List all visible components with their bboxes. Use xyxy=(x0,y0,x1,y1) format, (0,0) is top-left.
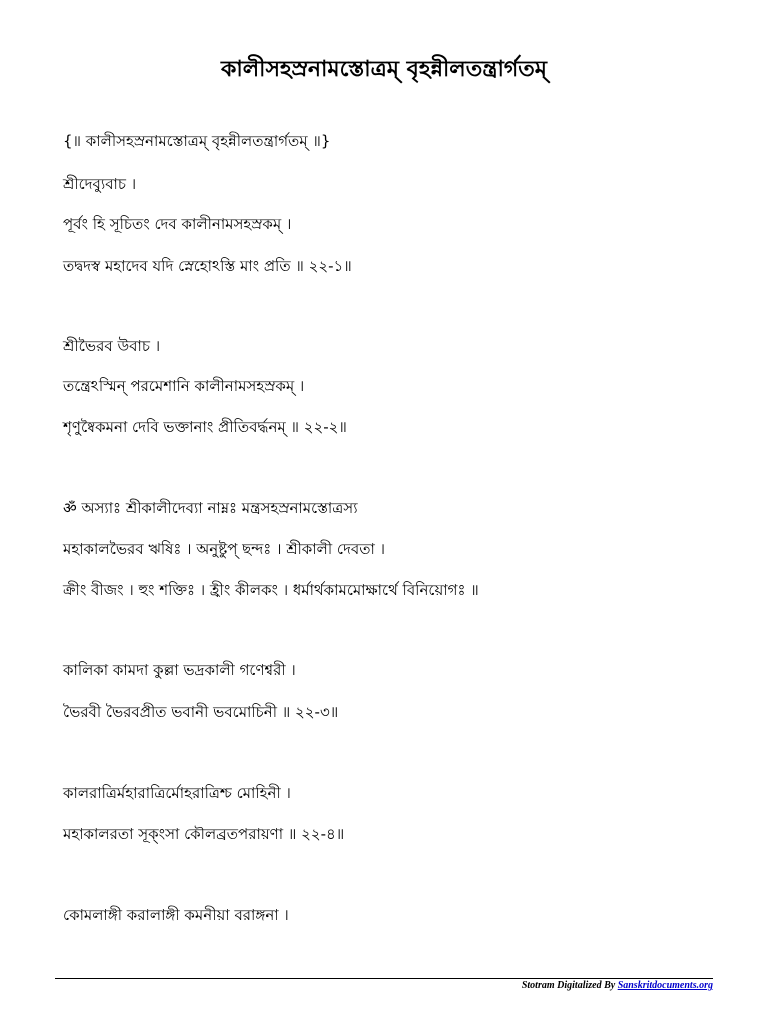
verse-line: শৃণুষ্বৈকমনা দেবি ভক্তানাং প্রীতিবর্দ্ধনম্ ॥ ২২-২॥ xyxy=(63,418,347,436)
footer-link[interactable]: Sanskritdocuments.org xyxy=(617,980,713,991)
verse-line: তন্ত্রেঽস্মিন্ পরমেশানি কালীনামসহস্রকম্ । xyxy=(63,377,305,395)
verse-line: মহাকালরতা সূক্ংসা কৌলব্রতপরায়ণা ॥ ২২-৪॥ xyxy=(63,825,345,843)
verse-line: পূর্বং হি সূচিতং দেব কালীনামসহস্রকম্ । xyxy=(63,215,292,233)
verse-line: ॐ অস্যাঃ শ্রীকালীদেব্যা নাম্নঃ মন্ত্রসহস্রনামস্তোত্রস্য xyxy=(63,499,358,517)
verse-line: ক্রীং বীজং । হুং শক্তিঃ । হ্রীং কীলকং । ধর্মার্থকামমোক্ষার্থে বিনিয়োগঃ ॥ xyxy=(63,581,479,599)
verse-line: তদ্বদস্ব মহাদেব যদি স্নেহোঽস্তি মাং প্রতি ॥ ২২-১॥ xyxy=(63,257,352,275)
verse-line: কালিকা কামদা কুল্লা ভদ্রকালী গণেশ্বরী । xyxy=(63,661,296,679)
verse-line: ভৈরবী ভৈরবপ্রীত ভবানী ভবমোচিনী ॥ ২২-৩॥ xyxy=(63,703,339,721)
verse-line: শ্রীদেব্যুবাচ । xyxy=(63,175,137,193)
footer-credit-text: Stotram Digitalized By xyxy=(521,980,618,991)
verse-line: মহাকালভৈরব ঋষিঃ । অনুষ্টুপ্ ছন্দঃ । শ্রীকালী দেবতা । xyxy=(63,540,385,558)
verse-line: {॥ কালীসহস্রনামস্তোত্রম্ বৃহন্নীলতন্ত্রার্গতম্ ॥} xyxy=(63,132,331,150)
verse-line: কোমলাঙ্গী করালাঙ্গী কমনীয়া বরাঙ্গনা । xyxy=(63,906,289,924)
footer-credit xyxy=(522,979,713,993)
verse-line: কালরাত্রির্মহারাত্রির্মোহরাত্রিশ্চ মোহিনী । xyxy=(63,784,291,802)
page-title: কালীসহস্রনামস্তোত্রম্ বৃহন্নীলতন্ত্রার্গতম্ xyxy=(220,57,547,82)
verse-line: শ্রীভৈরব উবাচ । xyxy=(63,337,161,355)
